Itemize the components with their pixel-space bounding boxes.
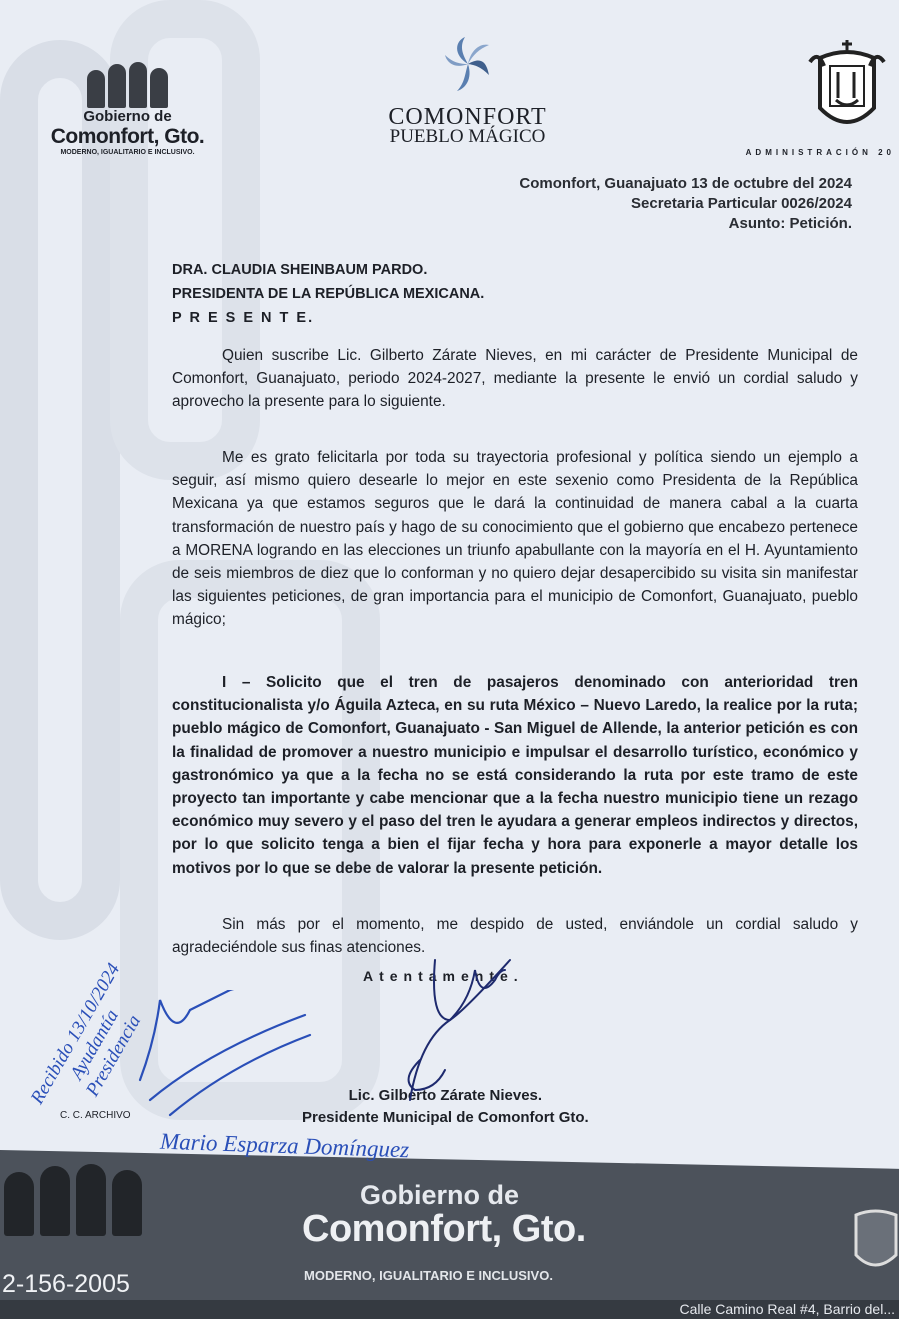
gobierno-logo (40, 60, 215, 156)
logo-text: COMONFORT (388, 104, 547, 130)
logo-slogan: MODERNO, IGUALITARIO E INCLUSIVO. (60, 149, 195, 156)
watermark-shape (0, 40, 120, 940)
footer-heroes-illustration (4, 1162, 142, 1236)
handwritten-receiver-name: Mario Esparza Domínguez (159, 1128, 410, 1163)
paragraph-text: I – Solicito que el tren de pasajeros denominado con anterioridad tren constitucionalista y/o Águila Azteca, en su ruta México – Nuevo Laredo, la realice por la ruta; pueblo mágico de Comonfort, Guanajuato - San Miguel de Allende, la anterior petición es con la finalidad de promover a nuestro municipio e impulsar el desarrollo turístico, económico y gastronómico ya que a la fecha no se está considerando la ruta por este tramo de este proyecto tan importante y cabe mencionar que a la fecha nuestro municipio tiene un rezago económico muy severo y el paso del tren le ayudara a generar empleos indirectos y directos, por lo que solicito tenga a bien el fijar fecha y hora para exponerle a mayor detalle los motivos por lo que se debe de valorar la presente petición. (172, 674, 858, 877)
heroes-illustration (40, 60, 215, 108)
receiver-signature (130, 990, 330, 1120)
addressee-block (172, 258, 484, 330)
reference-number: Secretaria Particular 0026/2024 (631, 195, 852, 212)
signer-title: Presidente Municipal de Comonfort Gto. (302, 1109, 589, 1126)
letter-header-info (519, 174, 852, 234)
footer-text: Comonfort, Gto. (302, 1208, 586, 1250)
coat-of-arms-icon (808, 38, 886, 138)
footer-phone: 2-156-2005 (2, 1270, 130, 1298)
atentamente-label: Atentamente. (363, 968, 524, 984)
signer-name: Lic. Gilberto Zárate Nieves. (348, 1087, 543, 1104)
footer-address: Calle Camino Real #4, Barrio del... (679, 1301, 895, 1317)
logo-text: Comonfort, Gto. (50, 125, 205, 148)
handwritten-receipt-note: Recibido 13/10/2024 Ayudantía Presidencia (26, 959, 146, 1108)
footer-text: Gobierno de (360, 1180, 520, 1210)
paragraph-text: Me es grato felicitarla por toda su trayectoria profesional y política siendo un ejemplo a seguir, así mismo quiero desearle lo mejor en este sexenio como Presidenta de la República Mexicana ya que estamos seguros que le dará la continuidad de manera cabal a la cuarta transformación de nuestro país y hago de su conocimiento que el gobierno que encabezo pertenece a MORENA logrando en las elecciones un triunfo apabullante con la mayoría en el H. Ayuntamiento de seis miembros de diez que lo conforman y no quiero dejar desapercibido su visita sin manifestar las siguientes peticiones, de gran importancia para el municipio de Comonfort, Guanajuato, pueblo mágico; (172, 449, 858, 629)
logo-text: Gobierno de (83, 108, 172, 125)
cc-archive: C. C. ARCHIVO (60, 1110, 131, 1121)
logo-text: PUEBLO MÁGICO (389, 126, 546, 147)
addressee-title: PRESIDENTA DE LA REPÚBLICA MEXICANA. (172, 286, 485, 302)
president-signature (390, 950, 520, 1110)
body-petition (172, 671, 858, 880)
addressee-name: DRA. CLAUDIA SHEINBAUM PARDO. (172, 262, 428, 278)
presente-label: P R E S E N T E. (172, 310, 315, 326)
swirl-icon (443, 35, 493, 93)
paragraph-text: Quien suscribe Lic. Gilberto Zárate Nieves, en mi carácter de Presidente Municipal de Comonfort, Guanajuato, periodo 2024-2027, mediante la presente le envió un cordial saludo y aprovecho la presente para lo siguiente. (172, 347, 858, 411)
body-paragraph-1 (172, 344, 858, 414)
footer-coat-of-arms-icon (850, 1205, 899, 1275)
footer-slogan: MODERNO, IGUALITARIO E INCLUSIVO. (304, 1268, 553, 1283)
subject-line: Asunto: Petición. (728, 215, 852, 232)
place-date: Comonfort, Guanajuato 13 de octubre del 2024 (519, 175, 852, 192)
pueblo-magico-logo (385, 35, 550, 146)
body-paragraph-2 (172, 446, 858, 632)
paragraph-text: Sin más por el momento, me despido de usted, enviándole un cordial saludo y agradeciéndole sus finas atenciones. (172, 916, 858, 957)
administration-label: ADMINISTRACIÓN 20 (745, 148, 895, 157)
